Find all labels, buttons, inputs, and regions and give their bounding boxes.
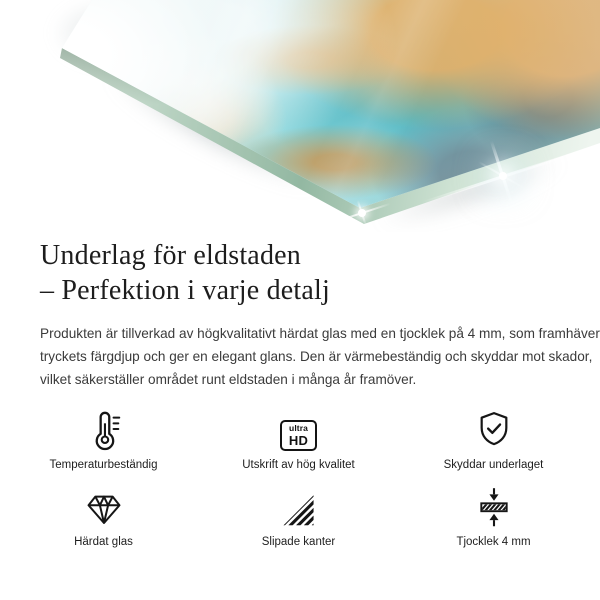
feature-grid — [6, 409, 560, 548]
ultra-hd-icon — [280, 409, 317, 451]
content-area — [0, 238, 600, 548]
feature-print-quality — [201, 409, 396, 472]
feature-tempered-glass — [6, 486, 201, 549]
page-title-line2: – Perfektion i varje detalj — [40, 275, 330, 306]
feature-label: Slipade kanter — [261, 535, 336, 548]
shield-check-icon — [472, 409, 516, 451]
feature-polished-edges — [201, 486, 396, 549]
page-title-line1: Underlag för eldstaden — [40, 240, 301, 271]
feature-label: Temperaturbeständig — [49, 459, 158, 471]
diamond-icon — [82, 486, 126, 528]
feature-label: Härdat glas — [74, 535, 133, 548]
description-line: tryckets färgdjup och ger en elegant glans. Den är värmebeständig och skyddar mot skador, — [40, 349, 593, 364]
feature-thickness — [396, 486, 591, 549]
thickness-icon — [472, 486, 516, 528]
beveled-edge-icon — [278, 486, 320, 528]
feature-protection — [396, 409, 591, 472]
ultra-hd-text-bottom: HD — [288, 432, 309, 448]
description-line: Produkten är tillverkad av högkvalitativt härdat glas med en tjocklek på 4 mm, som framhäver — [40, 326, 600, 341]
page-title — [40, 238, 560, 308]
thermometer-icon — [81, 409, 127, 451]
feature-label: Tjocklek 4 mm — [456, 535, 531, 548]
product-image — [0, 0, 600, 232]
feature-temperature — [6, 409, 201, 472]
description-paragraph — [40, 322, 600, 391]
ultra-hd-text-top: ultra — [289, 423, 308, 434]
feature-label: Utskrift av hög kvalitet — [242, 459, 355, 471]
description-line: vilket säkerställer området runt eldstaden i många år framöver. — [40, 372, 417, 387]
feature-label: Skyddar underlaget — [443, 459, 544, 471]
